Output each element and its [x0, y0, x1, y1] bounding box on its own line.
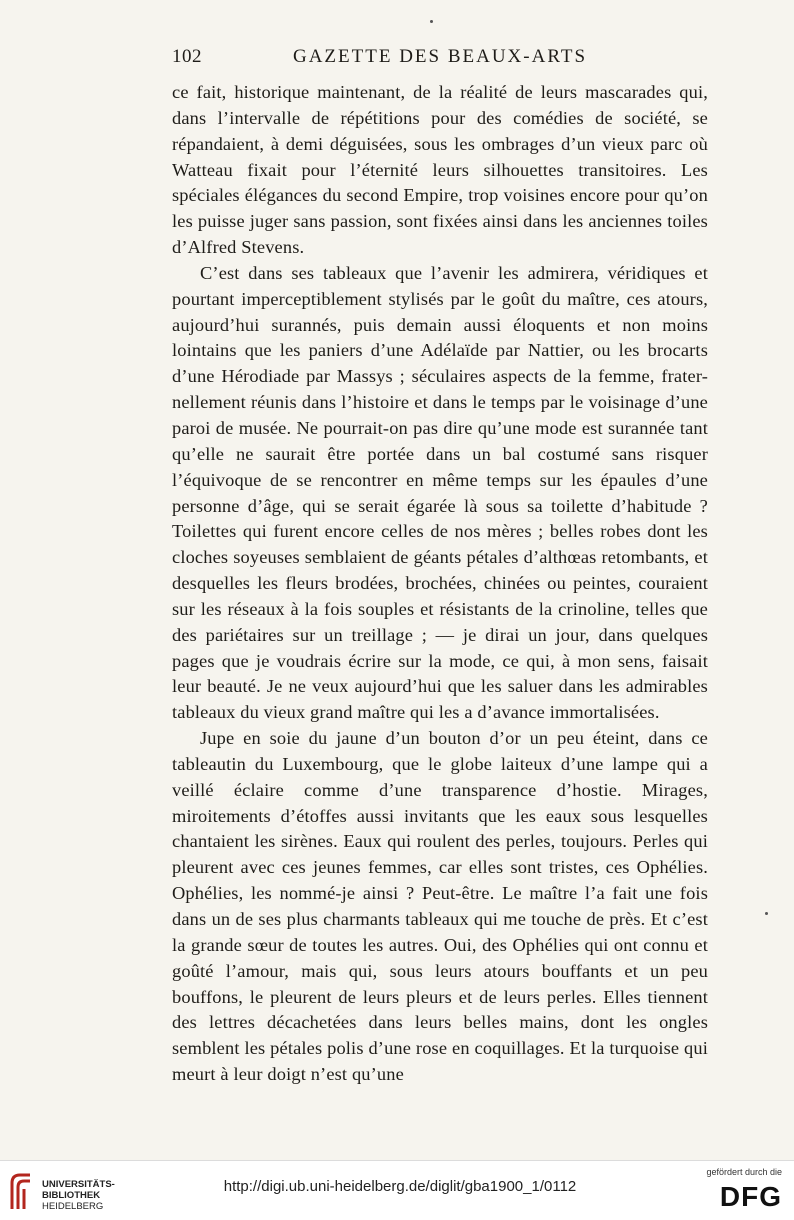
- source-url-link[interactable]: http://digi.ub.uni-heidelberg.de/diglit/gba1900_1/0112: [223, 1178, 577, 1195]
- library-name-line: HEIDELBERG: [42, 1201, 104, 1212]
- running-title: GAZETTE DES BEAUX-ARTS: [292, 46, 588, 67]
- funder-note: gefördert durch die: [706, 1167, 782, 1177]
- library-name: [42, 1179, 115, 1212]
- library-name-line: UNIVERSITÄTS-: [42, 1179, 115, 1190]
- university-library-logo[interactable]: [8, 1171, 118, 1211]
- scan-speck: [430, 20, 433, 23]
- page-number: 102: [172, 46, 202, 67]
- library-name-line: BIBLIOTHEK: [42, 1190, 101, 1201]
- paragraph: ce fait, historique maintenant, de la réalité de leurs mascarades qui, dans l’intervalle de répétitions pour des comédies de société, se répandaient, à demi déguisées, sous les ombrages d’un vieux parc où Watteau fixait pour l’éternité leurs silhouettes transitoires. Les spéciales élégances du second Empire, trop voisines encore pour qu’on les puisse juger sans passion, sont fixées ainsi dans les anciennes toiles d’Alfred Stevens.: [172, 82, 708, 258]
- paragraph: C’est dans ses tableaux que l’avenir les admirera, véridiques et pourtant imperceptiblement stylisés par le goût du maître, ces atours, aujourd’hui surannés, puis demain aussi éloquents et non moins lointains que les paniers d’une Adélaïde par Nattier, ou les brocarts d’une Hérodiade par Massys ; séculaires aspects de la femme, frater-nellement réunis dans l’histoire et dans le temps par le voisinage d’une paroi de musée. Ne pourrait-on pas dire qu’une mode est surannée tant qu’elle ne saurait être portée dans un bal costumé sans risquer l’équivoque de se rencontrer en même temps sur les épaules d’une personne d’âge, qui se serait égarée là sous sa toilette d’habitude ? Toilettes qui furent encore celles de nos mères ; belles robes dont les cloches soyeuses semblaient de géants pétales d’althœas retombants, et desquelles les fleurs brodées, brochées, chinées ou peintes, couraient sur les réseaux à la fois souples et résistants de la crinoline, telles que des pariétaires sur un treillage ; — je dirai un jour, dans quelques pages que je voudrais écrire sur la mode, ce qui, à mon sens, faisait leur beauté. Je ne veux aujourd’hui que les saluer dans les admirables tableaux du vieux grand maître qui les a d’avance immortalisées.: [172, 262, 708, 723]
- scan-speck: [765, 912, 768, 915]
- body-text: [172, 80, 708, 1088]
- page-header: [172, 46, 708, 76]
- dfg-logo[interactable]: DFG: [719, 1181, 782, 1212]
- viewer-footer: [0, 1160, 794, 1220]
- paragraph: Jupe en soie du jaune d’un bouton d’or un peu éteint, dans ce tableautin du Luxembourg, que le globe laiteux d’une lampe qui a veillé éclaire comme d’une transparence d’hostie. Mirages, miroitements d’étoffes aussi invitants que les eaux sous lesquelles chantaient les sirènes. Eaux qui roulent des perles, toujours. Perles qui pleurent avec ces jeunes femmes, car elles sont tristes, ces Ophélies. Ophélies, les nommé-je ainsi ? Peut-être. Le maître l’a fait une fois dans un de ses plus charmants tableaux qui me touche de près. Et c’est la grande sœur de toutes les autres. Oui, des Ophélies qui ont connu et goûté l’amour, mais qui, sous leurs atours bouffants et un peu bouffons, le pleurent de leurs pleurs et de leurs perles. Elles tiennent des lettres décachetées dans leurs belles mains, dont les ongles semblent les pétales polis d’une rose en coquillages. Et la turquoise qui meurt à leur doigt n’est qu’une: [172, 728, 708, 1085]
- library-emblem-icon: [8, 1171, 34, 1211]
